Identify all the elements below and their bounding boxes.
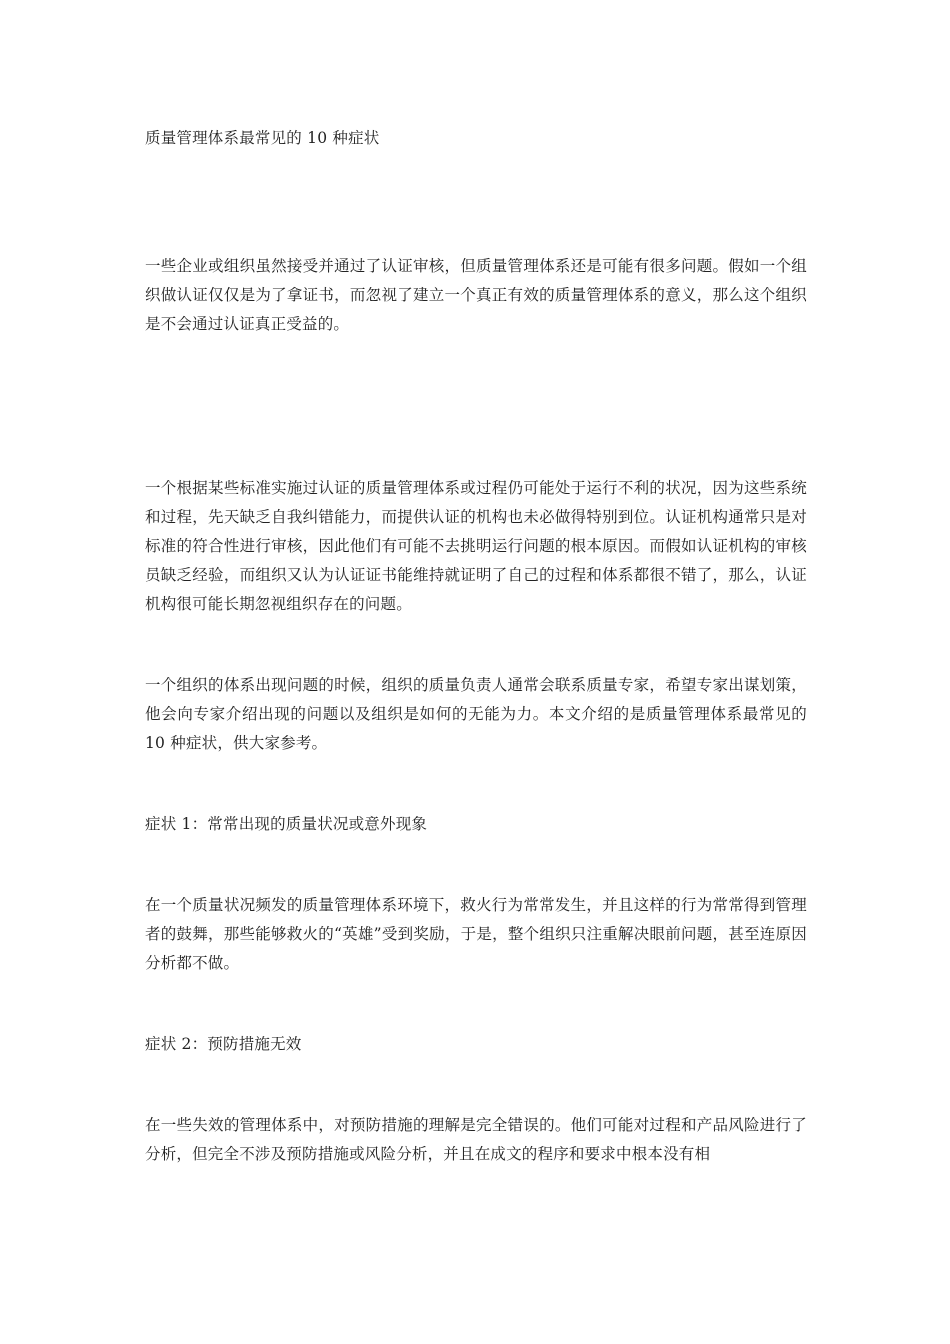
intro-paragraph: 一些企业或组织虽然接受并通过了认证审核，但质量管理体系还是可能有很多问题。假如一个组织做认证仅仅是为了拿证书，而忽视了建立一个真正有效的质量管理体系的意义，那么这个组织是不会通过认证真正受益的。 <box>145 257 807 333</box>
document-title: 质量管理体系最常见的 10 种症状 <box>145 129 380 147</box>
symptom-2-heading: 症状 2：预防措施无效 <box>145 1035 302 1053</box>
symptom-1-paragraph: 在一个质量状况频发的质量管理体系环境下，救火行为常常发生，并且这样的行为常常得到管理者的鼓舞，那些能够救火的“英雄”受到奖励，于是，整个组织只注重解决眼前问题，甚至连原因分析都不做。 <box>145 896 807 972</box>
certification-paragraph: 一个根据某些标准实施过认证的质量管理体系或过程仍可能处于运行不利的状况，因为这些系统和过程，先天缺乏自我纠错能力，而提供认证的机构也未必做得特别到位。认证机构通常只是对标准的符合性进行审核，因此他们有可能不去挑明运行问题的根本原因。而假如认证机构的审核员缺乏经验，而组织又认为认证证书能维持就证明了自己的过程和体系都很不错了，那么，认证机构很可能长期忽视组织存在的问题。 <box>145 479 807 613</box>
symptom-2-paragraph: 在一些失效的管理体系中，对预防措施的理解是完全错误的。他们可能对过程和产品风险进行了分析，但完全不涉及预防措施或风险分析，并且在成文的程序和要求中根本没有相 <box>145 1116 807 1163</box>
document-content <box>145 124 807 1169</box>
symptom-1-heading: 症状 1：常常出现的质量状况或意外现象 <box>145 815 428 833</box>
overview-paragraph: 一个组织的体系出现问题的时候，组织的质量负责人通常会联系质量专家，希望专家出谋划策，他会向专家介绍出现的问题以及组织是如何的无能为力。本文介绍的是质量管理体系最常见的 10 种症状，供大家参考。 <box>145 676 807 752</box>
